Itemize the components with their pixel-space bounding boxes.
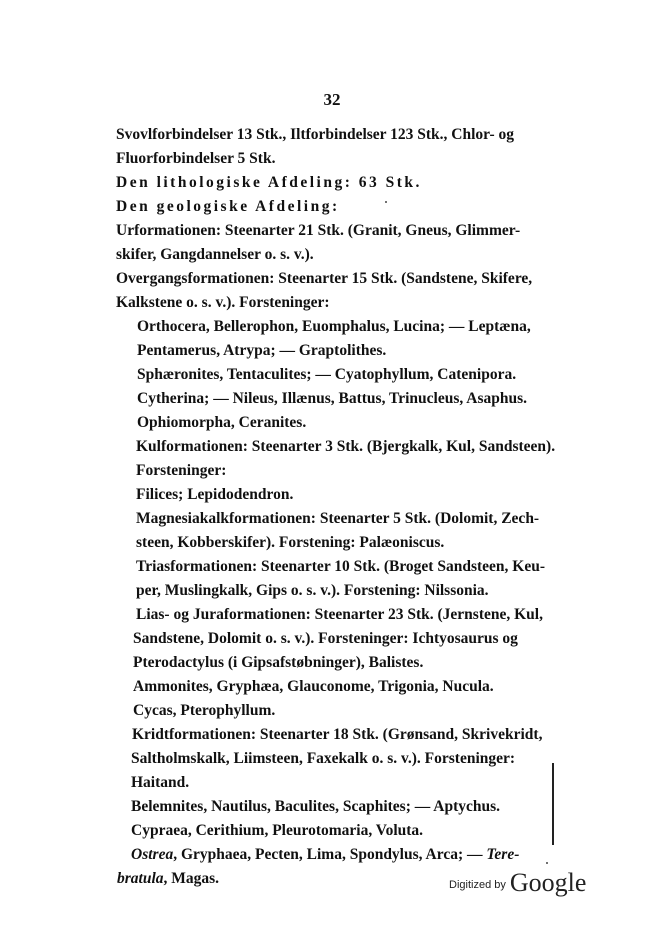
line-text: Svovlforbindelser 13 Stk., Iltforbindelser 123 Stk., Chlor- og xyxy=(116,126,515,143)
line-text: Filices; Lepidodendron. xyxy=(136,486,294,503)
line-text: Belemnites, Nautilus, Baculites, Scaphites; — Aptychus. xyxy=(131,798,501,815)
text-line xyxy=(133,678,494,696)
text-line xyxy=(116,222,520,240)
text-line xyxy=(137,390,527,408)
text-line xyxy=(136,462,226,480)
text-line xyxy=(136,438,555,456)
italic-text: Ostrea xyxy=(131,846,174,863)
line-text: Kalkstene o. s. v.). Forsteninger: xyxy=(116,294,330,311)
text-line xyxy=(136,486,293,504)
line-text: Ophiomorpha, Ceranites. xyxy=(137,414,307,431)
line-text: Haitand. xyxy=(131,774,190,791)
line-text: per, Muslingkalk, Gips o. s. v.). Forstening: Nilssonia. xyxy=(136,582,489,599)
italic-text: bratula xyxy=(117,870,164,887)
italic-text: Tere- xyxy=(486,846,520,863)
line-text: Kridtformationen: Steenarter 18 Stk. (Grønsand, Skrivekridt, xyxy=(132,726,543,743)
line-text: steen, Kobberskifer). Forstening: Palæoniscus. xyxy=(136,534,445,551)
line-text: Kulformationen: Steenarter 3 Stk. (Bjergkalk, Kul, Sandsteen). xyxy=(136,438,556,455)
text-line xyxy=(136,534,444,552)
line-text: Saltholmskalk, Liimsteen, Faxekalk o. s. v.). Forsteninger: xyxy=(131,750,516,767)
line-text: Overgangsformationen: Steenarter 15 Stk. (Sandstene, Skifere, xyxy=(116,270,533,287)
text-line xyxy=(137,318,531,336)
speck xyxy=(385,201,387,203)
line-text: Triasformationen: Steenarter 10 Stk. (Broget Sandsteen, Keu- xyxy=(136,558,545,575)
google-logo: Google xyxy=(509,868,587,897)
line-text: Cytherina; — Nileus, Illænus, Battus, Trinucleus, Asaphus. xyxy=(137,390,528,407)
line-text: Den lithologiske Afdeling: 63 Stk. xyxy=(116,174,422,191)
text-line xyxy=(116,150,275,168)
text-line xyxy=(131,846,519,864)
text-line xyxy=(136,510,539,528)
line-text: Fluorforbindelser 5 Stk. xyxy=(116,150,276,167)
margin-rule xyxy=(552,763,554,845)
text-line xyxy=(133,702,275,720)
speck xyxy=(546,862,548,864)
text-line xyxy=(136,606,543,624)
text-line xyxy=(136,558,545,576)
text-line xyxy=(116,198,340,216)
line-text: Sphæronites, Tentaculites; — Cyatophyllum, Catenipora. xyxy=(137,366,517,383)
line-text: Pentamerus, Atrypa; — Graptolithes. xyxy=(137,342,387,359)
line-text: Forsteninger: xyxy=(136,462,227,479)
text-line xyxy=(132,726,542,744)
text-line xyxy=(136,582,489,600)
line-text: Magnesiakalkformationen: Steenarter 5 Stk. (Dolomit, Zech- xyxy=(136,510,540,527)
text-line xyxy=(133,630,518,648)
text-line xyxy=(131,750,515,768)
text-line xyxy=(116,126,514,144)
text-line xyxy=(131,798,500,816)
line-text: , Magas. xyxy=(163,870,220,887)
text-line xyxy=(116,246,314,264)
text-line xyxy=(116,294,330,312)
line-text: Ammonites, Gryphæa, Glauconome, Trigonia, Nucula. xyxy=(133,678,494,695)
text-line xyxy=(116,174,422,192)
line-text: Cypraea, Cerithium, Pleurotomaria, Voluta. xyxy=(131,822,424,839)
text-line xyxy=(131,822,423,840)
line-text: Cycas, Pterophyllum. xyxy=(133,702,276,719)
line-text: Pterodactylus (i Gipsafstøbninger), Balistes. xyxy=(133,654,424,671)
line-text: Lias- og Juraformationen: Steenarter 23 Stk. (Jernstene, Kul, xyxy=(136,606,543,623)
line-text: Urformationen: Steenarter 21 Stk. (Granit, Gneus, Glimmer- xyxy=(116,222,521,239)
text-line xyxy=(137,342,386,360)
watermark-prefix: Digitized by xyxy=(449,879,506,891)
line-text: Orthocera, Bellerophon, Euomphalus, Lucina; — Leptæna, xyxy=(137,318,531,335)
text-line xyxy=(131,774,189,792)
text-line xyxy=(116,270,532,288)
text-line xyxy=(137,414,306,432)
text-line xyxy=(133,654,423,672)
digitized-by-google-watermark xyxy=(449,868,586,898)
line-text: skifer, Gangdannelser o. s. v.). xyxy=(116,246,314,263)
page-number: 32 xyxy=(323,90,341,109)
line-text: , Gryphaea, Pecten, Lima, Spondylus, Arca; — xyxy=(173,846,487,863)
text-line xyxy=(117,870,219,888)
line-text: Den geologiske Afdeling: xyxy=(116,198,340,215)
text-line xyxy=(137,366,516,384)
line-text: Sandstene, Dolomit o. s. v.). Forsteninger: Ichtyosaurus og xyxy=(133,630,518,647)
